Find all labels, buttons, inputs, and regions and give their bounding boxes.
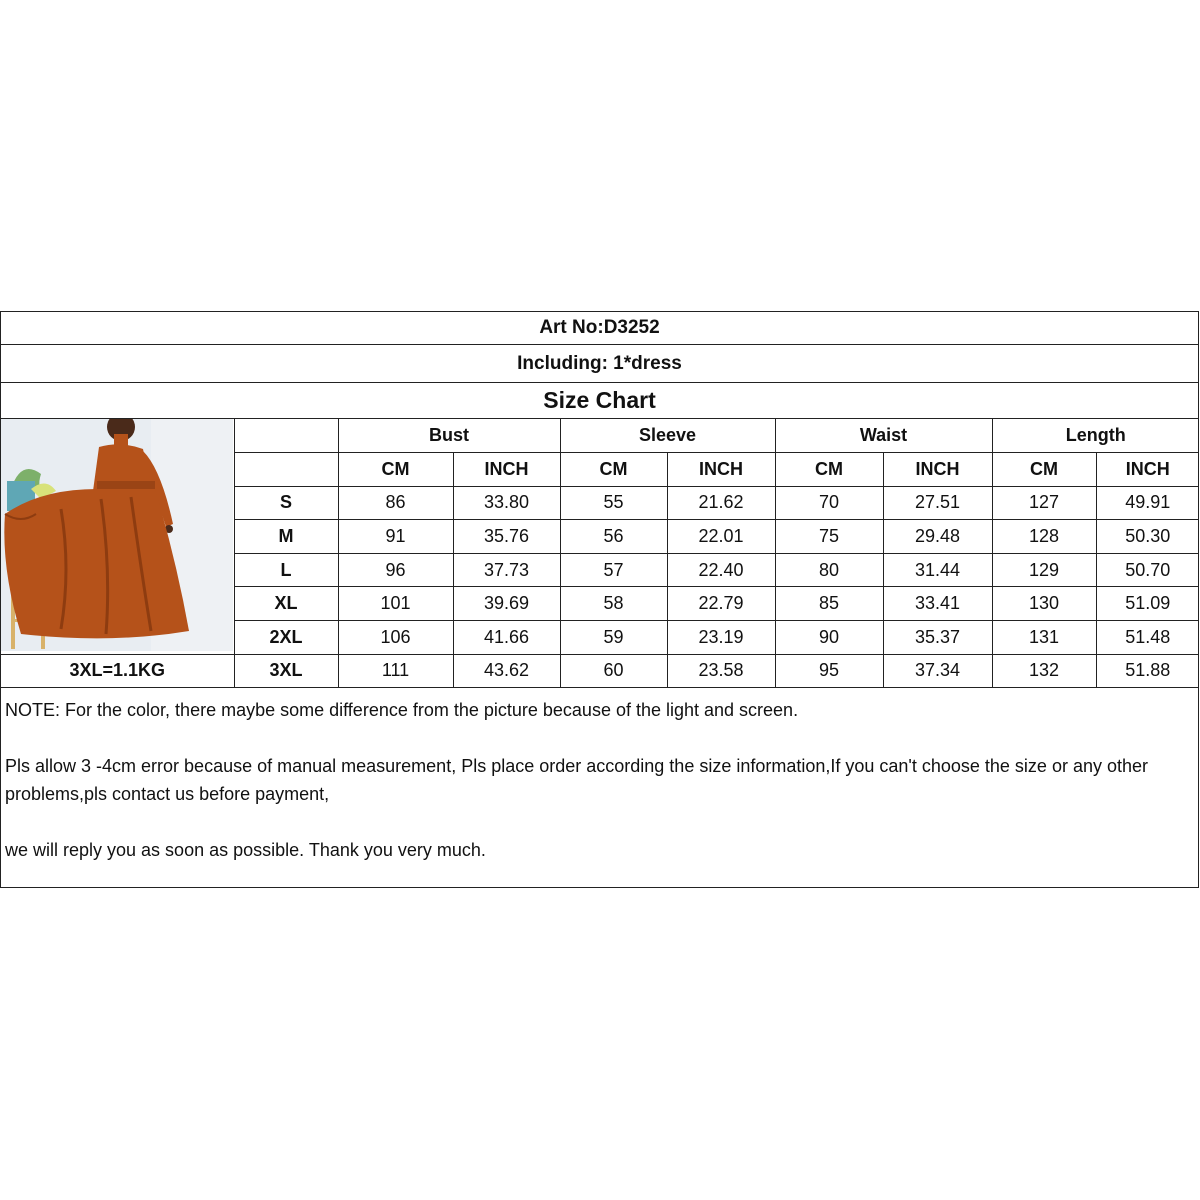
- table-cell: 75: [775, 520, 883, 554]
- table-cell: 39.69: [453, 587, 560, 621]
- table-cell: 49.91: [1096, 486, 1199, 520]
- table-cell: 22.79: [667, 587, 775, 621]
- table-cell: 56: [560, 520, 667, 554]
- size-label: 2XL: [234, 621, 338, 655]
- table-cell: 22.01: [667, 520, 775, 554]
- table-cell: 59: [560, 621, 667, 655]
- group-bust: Bust: [338, 419, 560, 453]
- table-cell: 27.51: [883, 486, 992, 520]
- unit-cell: CM: [775, 453, 883, 487]
- table-cell: 51.09: [1096, 587, 1199, 621]
- table-cell: 22.40: [667, 553, 775, 587]
- table-cell: 29.48: [883, 520, 992, 554]
- table-cell: 111: [338, 654, 453, 688]
- table-cell: 35.76: [453, 520, 560, 554]
- table-cell: 35.37: [883, 621, 992, 655]
- size-label: M: [234, 520, 338, 554]
- table-cell: 128: [992, 520, 1096, 554]
- group-sleeve: Sleeve: [560, 419, 775, 453]
- table-cell: 41.66: [453, 621, 560, 655]
- size-label: S: [234, 486, 338, 520]
- table-cell: 23.19: [667, 621, 775, 655]
- table-cell: 23.58: [667, 654, 775, 688]
- unit-cell: CM: [992, 453, 1096, 487]
- table-cell: 129: [992, 553, 1096, 587]
- note-color: NOTE: For the color, there maybe some difference from the picture because of the light and screen.: [5, 700, 799, 720]
- table-cell: 58: [560, 587, 667, 621]
- table-cell: 31.44: [883, 553, 992, 587]
- unit-cell: INCH: [883, 453, 992, 487]
- table-cell: 33.80: [453, 486, 560, 520]
- table-cell: 57: [560, 553, 667, 587]
- size-chart-title: Size Chart: [1, 383, 1198, 419]
- size-label: L: [234, 553, 338, 587]
- table-cell: 60: [560, 654, 667, 688]
- unit-cell: INCH: [667, 453, 775, 487]
- size-label: 3XL: [234, 654, 338, 688]
- blank-unit-cell: [234, 453, 338, 487]
- table-cell: 130: [992, 587, 1096, 621]
- table-cell: 127: [992, 486, 1096, 520]
- size-label: XL: [234, 587, 338, 621]
- table-cell: 43.62: [453, 654, 560, 688]
- table-cell: 33.41: [883, 587, 992, 621]
- group-waist: Waist: [775, 419, 992, 453]
- table-cell: 91: [338, 520, 453, 554]
- weight-note: 3XL=1.1KG: [1, 654, 234, 688]
- table-cell: 86: [338, 486, 453, 520]
- table-cell: 37.73: [453, 553, 560, 587]
- table-cell: 95: [775, 654, 883, 688]
- group-length: Length: [992, 419, 1199, 453]
- table-cell: 37.34: [883, 654, 992, 688]
- table-cell: 70: [775, 486, 883, 520]
- unit-cell: INCH: [453, 453, 560, 487]
- group-header-row: [1, 419, 1199, 453]
- size-table: [1, 419, 1199, 688]
- table-cell: 50.30: [1096, 520, 1199, 554]
- art-number: Art No:D3252: [1, 312, 1198, 345]
- table-cell: 50.70: [1096, 553, 1199, 587]
- including-text: Including: 1*dress: [1, 345, 1198, 383]
- table-cell: 96: [338, 553, 453, 587]
- table-cell: 21.62: [667, 486, 775, 520]
- dress-photo: [1, 419, 233, 651]
- table-cell: 51.48: [1096, 621, 1199, 655]
- table-row: [1, 654, 1199, 688]
- table-cell: 106: [338, 621, 453, 655]
- table-cell: 90: [775, 621, 883, 655]
- table-cell: 80: [775, 553, 883, 587]
- table-cell: 131: [992, 621, 1096, 655]
- product-photo-cell: [1, 419, 234, 654]
- unit-cell: INCH: [1096, 453, 1199, 487]
- unit-cell: CM: [338, 453, 453, 487]
- table-cell: 85: [775, 587, 883, 621]
- notes-section: [5, 696, 1195, 864]
- size-chart-sheet: [0, 311, 1199, 888]
- table-cell: 132: [992, 654, 1096, 688]
- table-cell: 101: [338, 587, 453, 621]
- blank-header-cell: [234, 419, 338, 453]
- unit-cell: CM: [560, 453, 667, 487]
- note-reply: we will reply you as soon as possible. Thank you very much.: [5, 840, 486, 860]
- table-cell: 51.88: [1096, 654, 1199, 688]
- note-measurement: Pls allow 3 -4cm error because of manual measurement, Pls place order according the size information,If you can't choose the size or any other problems,pls contact us before payment,: [5, 756, 1148, 804]
- table-cell: 55: [560, 486, 667, 520]
